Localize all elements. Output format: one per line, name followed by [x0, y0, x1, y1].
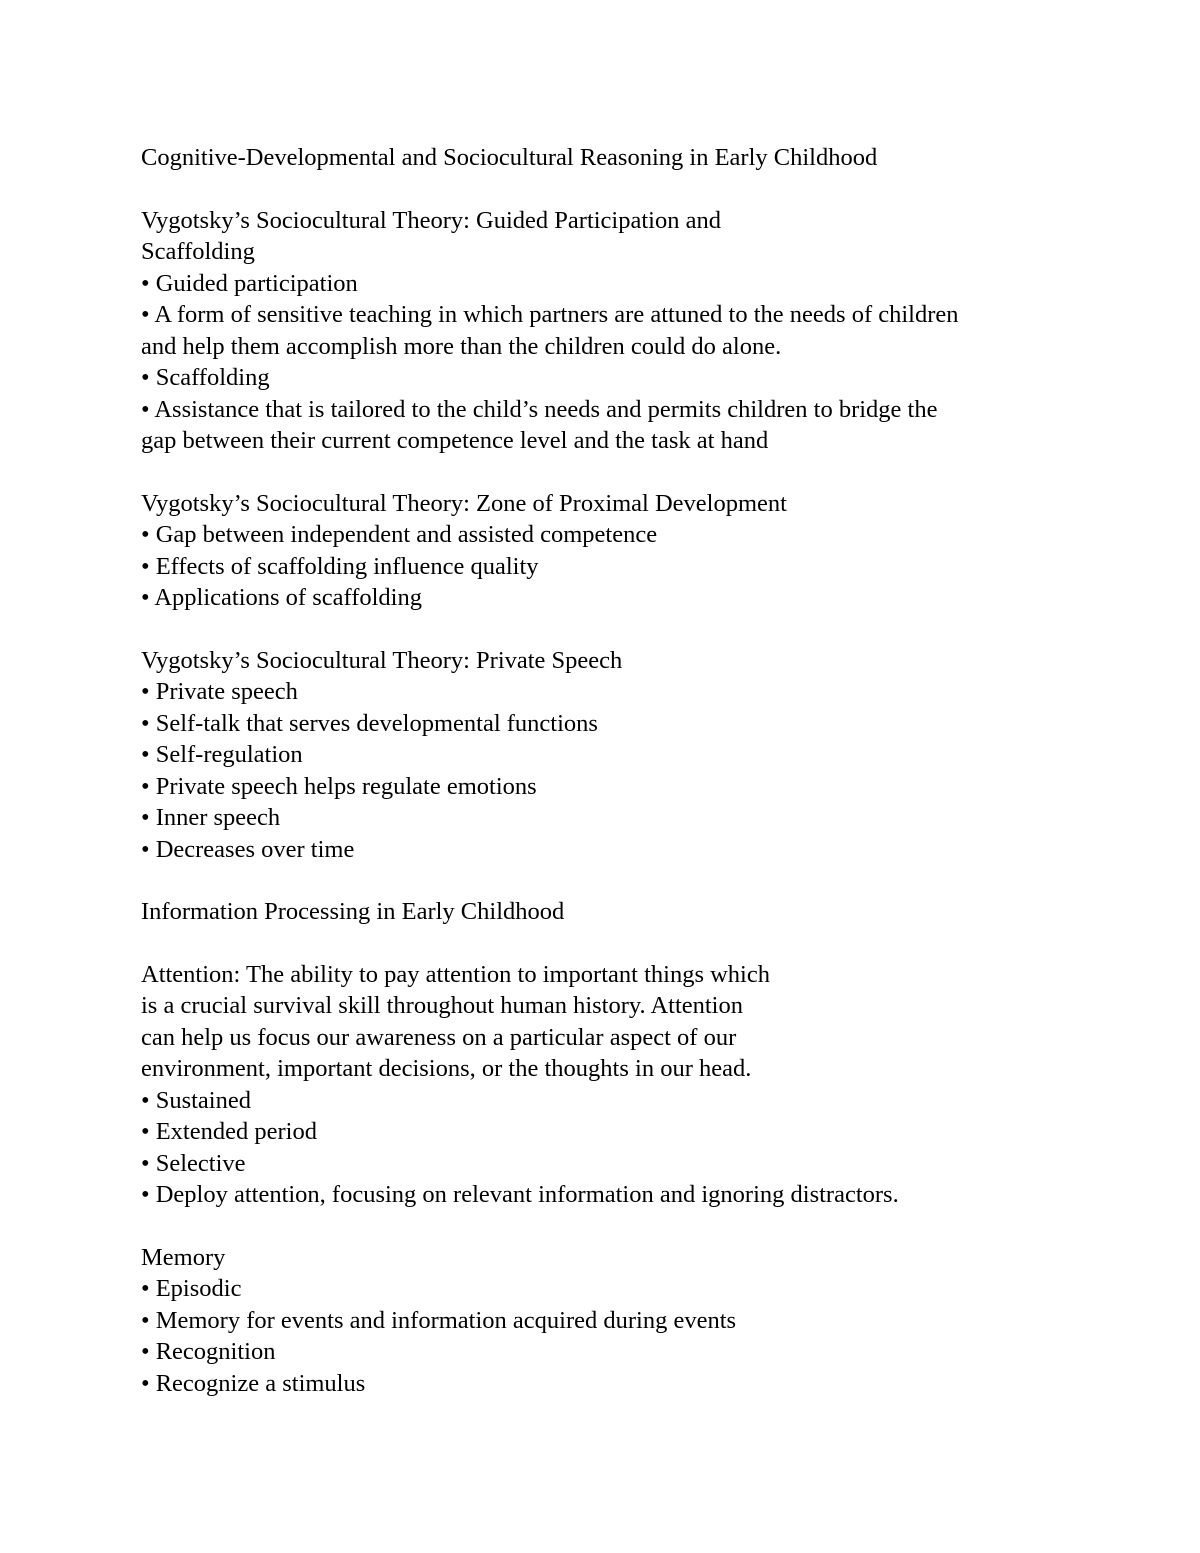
list-item: • Memory for events and information acquired during events: [141, 1306, 737, 1334]
spacer: [141, 457, 1101, 488]
list-item: • Extended period: [141, 1118, 317, 1145]
list-item: • Selective: [141, 1149, 246, 1177]
list-item: • Applications of scaffolding: [141, 584, 422, 611]
list-item: • Guided participation: [141, 269, 358, 297]
list-item: • Effects of scaffolding influence quality: [141, 552, 539, 580]
spacer: [141, 1211, 1101, 1242]
spacer: [141, 865, 1101, 896]
document-title: Cognitive-Developmental and Sociocultural Reasoning in Early Childhood: [141, 144, 878, 171]
list-item: • Inner speech: [141, 804, 281, 831]
document-body: [141, 142, 1101, 1399]
list-item: and help them accomplish more than the children could do alone.: [141, 332, 782, 360]
section-heading: Scaffolding: [141, 238, 255, 265]
list-item: • Recognition: [141, 1338, 276, 1365]
list-item: • Private speech helps regulate emotions: [141, 772, 537, 800]
paragraph-line: Attention: The ability to pay attention to important things which: [141, 960, 770, 988]
list-item: • Gap between independent and assisted competence: [141, 521, 658, 548]
list-item: • Episodic: [141, 1275, 242, 1302]
spacer: [141, 928, 1101, 959]
list-item: • Deploy attention, focusing on relevant information and ignoring distractors.: [141, 1181, 899, 1208]
list-item: • Self-talk that serves developmental functions: [141, 709, 598, 737]
list-item: • A form of sensitive teaching in which partners are attuned to the needs of children: [141, 301, 959, 328]
section-heading: Vygotsky’s Sociocultural Theory: Guided Participation and: [141, 206, 721, 234]
list-item: • Assistance that is tailored to the child’s needs and permits children to bridge the: [141, 395, 938, 423]
list-item: gap between their current competence level and the task at hand: [141, 427, 769, 454]
list-item: • Decreases over time: [141, 835, 355, 863]
list-item: • Private speech: [141, 678, 298, 705]
list-item: • Self-regulation: [141, 741, 303, 768]
paragraph-line: can help us focus our awareness on a particular aspect of our: [141, 1023, 737, 1051]
spacer: [141, 614, 1101, 645]
spacer: [141, 174, 1101, 205]
section-heading: Memory: [141, 1243, 226, 1271]
paragraph-line: is a crucial survival skill throughout human history. Attention: [141, 992, 743, 1019]
list-item: • Sustained: [141, 1086, 251, 1114]
list-item: • Scaffolding: [141, 364, 270, 391]
section-heading: Information Processing in Early Childhood: [141, 898, 565, 925]
section-heading: Vygotsky’s Sociocultural Theory: Private Speech: [141, 646, 623, 674]
list-item: • Recognize a stimulus: [141, 1369, 366, 1397]
paragraph-line: environment, important decisions, or the thoughts in our head.: [141, 1055, 752, 1082]
section-heading: Vygotsky’s Sociocultural Theory: Zone of Proximal Development: [141, 489, 787, 517]
